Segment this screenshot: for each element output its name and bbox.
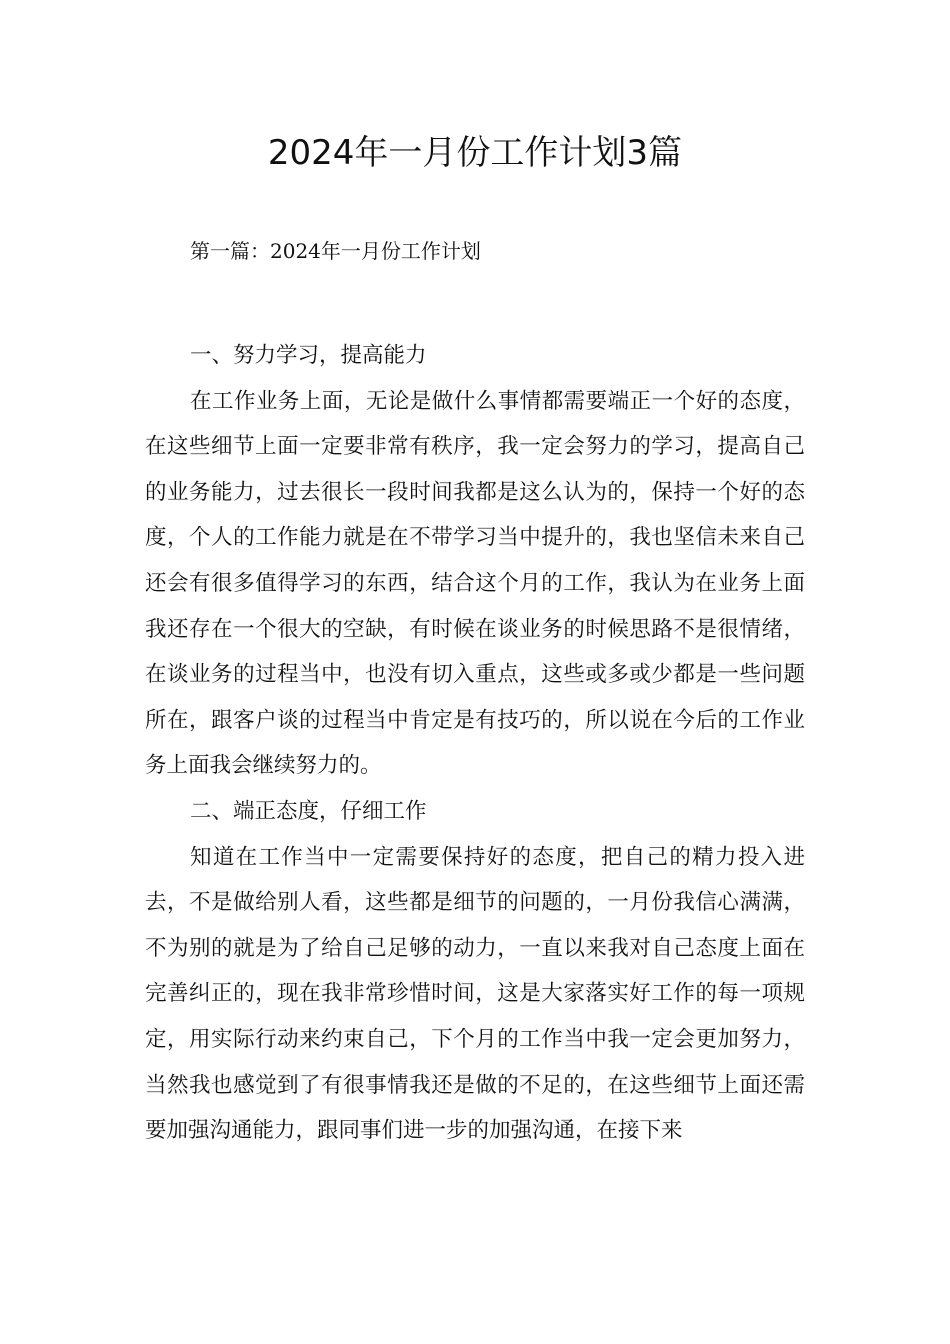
section-2-heading: 二、端正态度，仔细工作 — [190, 798, 427, 824]
section-1-heading: 一、努力学习，提高能力 — [190, 343, 427, 368]
section-1-paragraph: 在工作业务上面，无论是做什么事情都需要端正一个好的态度，在这些细节上面一定要非常有秩序，我一定会努力的学习，提高自己的业务能力，过去很长一段时间我都是这么认为的，保持一个好的态度，个人的工作能力就是在不带学习当中提升的，我也坚信未来自己还会有很多值得学习的东西，结合这个月的工作，我认为在业务上面我还存在一个很大的空缺，有时候在谈业务的时候思路不是很情绪，在谈业务的过程当中，也没有切入重点，这些或多或少都是一些问题所在，跟客户谈的过程当中肯定是有技巧的，所以说在今后的工作业务上面我会继续努力的。 — [145, 388, 805, 779]
document-body — [145, 333, 805, 1154]
document-title: 2024年一月份工作计划3篇 — [267, 133, 683, 173]
section-2-paragraph: 知道在工作当中一定需要保持好的态度，把自己的精力投入进去，不是做给别人看，这些都是细节的问题的，一月份我信心满满，不为别的就是为了给自己足够的动力，一直以来我对自己态度上面在完善纠正的，现在我非常珍惜时间，这是大家落实好工作的每一项规定，用实际行动来约束自己，下个月的工作当中我一定会更加努力，当然我也感觉到了有很事情我还是做的不足的，在这些细节上面还需要加强沟通能力，跟同事们进一步的加强沟通，在接下来 — [145, 844, 805, 1144]
document-subtitle: 第一篇：2024年一月份工作计划 — [190, 239, 481, 263]
